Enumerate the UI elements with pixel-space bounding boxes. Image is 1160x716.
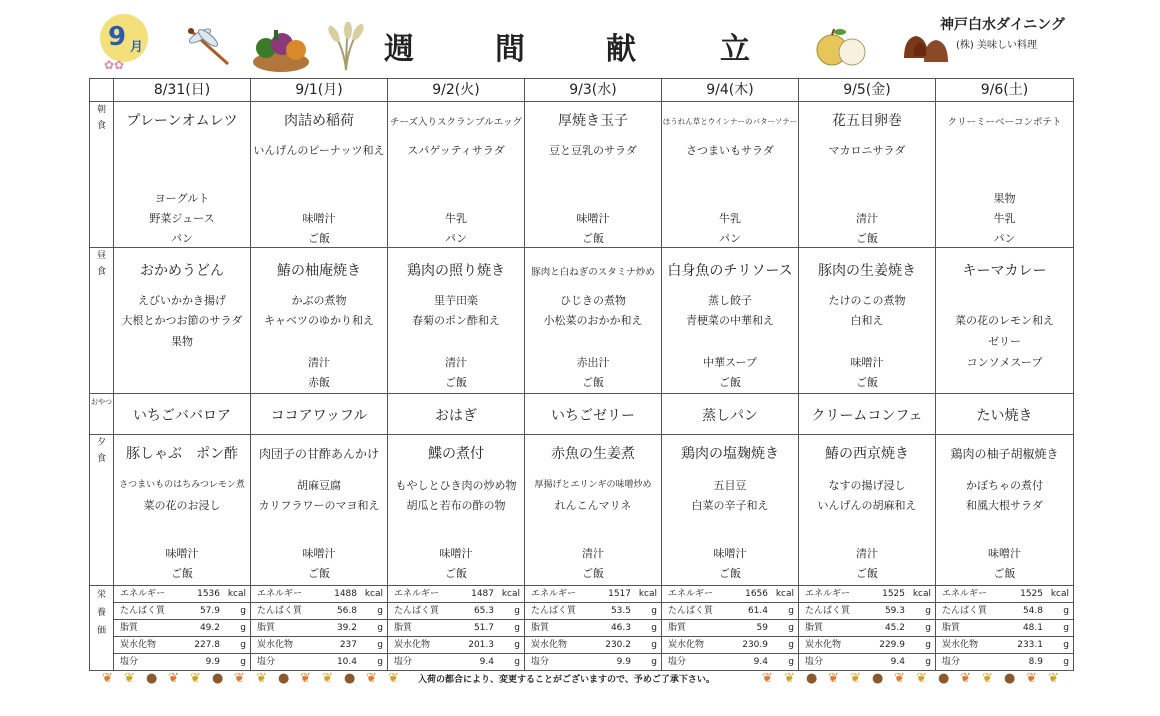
lunch-item: キャベツのゆかり和え [264, 314, 374, 327]
autumn-leaf-icon: ❦ [366, 671, 377, 686]
breakfast-item: 味噌汁 [302, 212, 336, 225]
breakfast-item: ご飯 [582, 232, 604, 245]
breakfast-item: マカロニサラダ [828, 144, 906, 157]
nutrition-cell [936, 586, 1074, 671]
nutrition-line: たんぱく質 53.5 g [525, 603, 661, 620]
breakfast-main: 厚焼き玉子 [558, 113, 628, 129]
breakfast-item: いんげんのピーナッツ和え [253, 144, 385, 157]
nutrition-line: 炭水化物 237 g [251, 637, 387, 654]
nutrition-line: 炭水化物 230.9 g [662, 637, 798, 654]
snack-cell [799, 394, 936, 435]
brand-sub: (株) 美味しい料理 [956, 40, 1037, 51]
autumn-leaf-icon: ❦ [916, 671, 927, 686]
month-unit: 月 [130, 40, 144, 55]
lunch-item: 菜の花のレモン和え [955, 314, 1054, 327]
autumn-leaf-icon: ❦ [168, 671, 179, 686]
nutrition-line: エネルギー 1525 kcal [936, 586, 1073, 603]
nutrition-cell [388, 586, 525, 671]
lunch-main: 豚肉と白ねぎのスタミナ炒め [531, 267, 655, 278]
autumn-leaf-icon: ❦ [102, 671, 113, 686]
nutrition-line: エネルギー 1536 kcal [114, 586, 250, 603]
date-header: 9/1(月) [251, 79, 388, 102]
dinner-item: 胡瓜と若布の酢の物 [406, 499, 506, 512]
brand-name: 神戸白水ダイニング [940, 17, 1065, 33]
snack-cell [388, 394, 525, 435]
date-header: 9/6(土) [936, 79, 1074, 102]
nutrition-line: 炭水化物 227.8 g [114, 637, 250, 654]
breakfast-item: パン [719, 232, 741, 245]
title-char-2: 間 [495, 32, 525, 67]
dinner-cell [525, 435, 662, 586]
autumn-leaf-icon: ❦ [784, 671, 795, 686]
dinner-item: 和風大根サラダ [966, 499, 1043, 512]
date-row [90, 79, 1074, 102]
dinner-item: 五目豆 [713, 479, 747, 492]
breakfast-cell [114, 102, 251, 248]
lunch-item: 果物 [171, 335, 193, 348]
breakfast-item: パン [171, 232, 193, 245]
autumn-leaf-icon: ❦ [960, 671, 971, 686]
nutrition-line: 塩分 9.4 g [668, 657, 794, 667]
menu-table [89, 78, 1074, 671]
acorn-icon: ● [344, 671, 356, 686]
nutrition-line: たんぱく質 65.3 g [388, 603, 524, 620]
breakfast-item: ご飯 [856, 232, 878, 245]
dinner-cell [936, 435, 1074, 586]
title-char-1: 週 [384, 32, 414, 67]
lunch-cell [388, 248, 525, 394]
autumn-leaf-icon: ❦ [982, 671, 993, 686]
autumn-leaf-icon: ❦ [234, 671, 245, 686]
breakfast-label: 朝 食 [90, 102, 114, 248]
nutrition-line: 脂質 46.3 g [525, 620, 661, 637]
snack-cell [936, 394, 1074, 435]
date-header: 9/2(火) [388, 79, 525, 102]
autumn-leaf-icon: ❦ [1026, 671, 1037, 686]
breakfast-item: 牛乳 [719, 212, 741, 225]
lunch-cell [799, 248, 936, 394]
snack-item: いちごババロア [133, 408, 231, 424]
dinner-item: れんこんマリネ [554, 499, 632, 512]
dinner-main: 豚しゃぶ ポン酢 [126, 446, 238, 462]
breakfast-item: さつまいもサラダ [686, 144, 774, 157]
autumn-leaf-icon: ❦ [388, 671, 399, 686]
nutrition-line: たんぱく質 54.8 g [936, 603, 1073, 620]
vegetable-basket-icon [250, 22, 312, 74]
autumn-leaf-icon: ❦ [762, 671, 773, 686]
breakfast-cell [525, 102, 662, 248]
autumn-leaf-icon: ❦ [190, 671, 201, 686]
breakfast-cell [936, 102, 1074, 248]
lunch-item: 小松菜のおかか和え [543, 314, 643, 327]
dinner-item: ご飯 [856, 567, 878, 580]
snack-cell [251, 394, 388, 435]
lunch-item: 大根とかつお節のサラダ [121, 314, 243, 327]
snack-item: いちごゼリー [551, 408, 635, 424]
snack-label: おやつ [90, 394, 114, 435]
lunch-main: 豚肉の生姜焼き [818, 263, 916, 279]
dinner-item: 白菜の辛子和え [691, 499, 769, 512]
snack-cell [114, 394, 251, 435]
dinner-main: 鶏肉の塩麹焼き [681, 446, 779, 462]
nutrition-label: 栄 養 価 [90, 586, 114, 671]
dinner-item: いんげんの胡麻和え [817, 499, 917, 512]
footer-note: 入荷の都合により、変更することがございますので、予めご了承下さい。 [418, 675, 715, 685]
nutrition-line: 炭水化物 229.9 g [799, 637, 935, 654]
title-char-4: 立 [720, 32, 750, 67]
lunch-item: ご飯 [719, 376, 741, 389]
pear-icon [812, 26, 868, 70]
lunch-main: 鰆の柚庵焼き [277, 263, 361, 279]
dinner-main: 肉団子の甘酢あんかけ [258, 447, 379, 461]
autumn-leaf-icon: ❦ [300, 671, 311, 686]
nutrition-line: 塩分 9.9 g [531, 657, 657, 667]
breakfast-main: 肉詰め稲荷 [284, 113, 354, 129]
header [0, 0, 1160, 78]
nutrition-line: 塩分 9.4 g [394, 657, 520, 667]
dinner-item: ご飯 [308, 567, 330, 580]
month-number: 9 [108, 22, 127, 52]
lunch-item: 里芋田楽 [434, 294, 478, 307]
dinner-item: ご飯 [993, 567, 1016, 580]
acorn-icon: ● [938, 671, 950, 686]
dinner-item: 清汁 [856, 547, 878, 560]
lunch-item: えびいかかき揚げ [138, 294, 226, 307]
snack-cell [525, 394, 662, 435]
nutrition-row [90, 586, 1074, 671]
dinner-row [90, 435, 1074, 586]
nutrition-line: 塩分 9.4 g [805, 657, 931, 667]
breakfast-item: 果物 [993, 192, 1016, 205]
dinner-item: 味噌汁 [302, 547, 336, 560]
nutrition-line: たんぱく質 56.8 g [251, 603, 387, 620]
breakfast-cell [251, 102, 388, 248]
footer [0, 668, 1160, 692]
snack-cell [662, 394, 799, 435]
nutrition-line: 炭水化物 233.1 g [936, 637, 1073, 654]
chestnut-icon [898, 28, 954, 68]
dinner-item: 味噌汁 [439, 547, 473, 560]
dinner-cell [799, 435, 936, 586]
month-badge [100, 14, 158, 72]
nutrition-cell [114, 586, 251, 671]
breakfast-item: 野菜ジュース [149, 212, 215, 225]
dinner-item: ご飯 [171, 567, 193, 580]
dinner-item: さつまいものはちみつレモン煮 [119, 480, 245, 490]
lunch-cell [525, 248, 662, 394]
acorn-icon: ● [872, 671, 884, 686]
lunch-item: 味噌汁 [850, 356, 884, 369]
breakfast-item: パン [993, 232, 1016, 245]
lunch-main: キーマカレー [962, 263, 1047, 279]
autumn-leaf-icon: ❦ [124, 671, 135, 686]
nutrition-line: エネルギー 1525 kcal [799, 586, 935, 603]
breakfast-item: ご飯 [308, 232, 330, 245]
autumn-leaf-icon: ❦ [322, 671, 333, 686]
dinner-item: ご飯 [582, 567, 604, 580]
breakfast-main: ほうれん草とウインナーのバターソテー [662, 117, 798, 126]
dinner-item: 味噌汁 [988, 547, 1021, 560]
lunch-item: かぶの煮物 [291, 294, 347, 307]
snack-item: クリームコンフェ [811, 408, 923, 424]
acorn-icon: ● [212, 671, 224, 686]
dinner-item: 厚揚げとエリンギの味噌炒め [534, 480, 652, 490]
nutrition-line: エネルギー 1517 kcal [525, 586, 661, 603]
dinner-item: もやしとひき肉の炒め物 [395, 479, 517, 492]
dinner-cell [388, 435, 525, 586]
autumn-leaf-icon: ❦ [894, 671, 905, 686]
lunch-main: 白身魚のチリソース [667, 263, 793, 279]
dinner-item: 胡麻豆腐 [297, 479, 341, 492]
lunch-row [90, 248, 1074, 394]
snack-item: 蒸しパン [702, 408, 758, 424]
autumn-leaf-icon: ❦ [850, 671, 861, 686]
lunch-main: 鶏肉の照り焼き [407, 263, 505, 279]
breakfast-item: パン [445, 232, 467, 245]
breakfast-item: 牛乳 [445, 212, 467, 225]
acorn-icon: ● [146, 671, 158, 686]
breakfast-cell [799, 102, 936, 248]
breakfast-item: 豆と豆乳のサラダ [549, 144, 637, 157]
dinner-item: カリフラワーのマヨ和え [258, 499, 380, 512]
nutrition-line: 脂質 49.2 g [114, 620, 250, 637]
dinner-cell [251, 435, 388, 586]
lunch-item: 赤出汁 [576, 356, 610, 369]
breakfast-main: 花五目卵巻 [832, 113, 902, 129]
dinner-main: 鶏肉の柚子胡椒焼き [950, 447, 1059, 461]
nutrition-line: 脂質 39.2 g [251, 620, 387, 637]
breakfast-main: クリーミーベーコンポテト [947, 117, 1062, 128]
nutrition-line: たんぱく質 59.3 g [799, 603, 935, 620]
acorn-icon: ● [1004, 671, 1016, 686]
nutrition-cell [662, 586, 799, 671]
lunch-item: ご飯 [856, 376, 878, 389]
nutrition-line: 脂質 48.1 g [936, 620, 1073, 637]
nutrition-line: エネルギー 1488 kcal [251, 586, 387, 603]
lunch-label: 昼 食 [90, 248, 114, 394]
nutrition-line: たんぱく質 61.4 g [662, 603, 798, 620]
lunch-item: 蒸し餃子 [708, 294, 752, 307]
title-char-3: 献 [606, 32, 636, 67]
acorn-icon: ● [806, 671, 818, 686]
lunch-item: 春菊のポン酢和え [412, 314, 500, 327]
nutrition-line: 脂質 51.7 g [388, 620, 524, 637]
nutrition-line: たんぱく質 57.9 g [114, 603, 250, 620]
date-header: 8/31(日) [114, 79, 251, 102]
snack-item: たい焼き [976, 408, 1033, 424]
nutrition-line: エネルギー 1656 kcal [662, 586, 798, 603]
lunch-main: おかめうどん [140, 263, 224, 279]
date-header: 9/5(金) [799, 79, 936, 102]
lunch-cell [936, 248, 1074, 394]
breakfast-item: 清汁 [856, 212, 878, 225]
lunch-item: コンソメスープ [966, 356, 1043, 369]
date-header: 9/4(木) [662, 79, 799, 102]
nutrition-line: 塩分 10.4 g [257, 657, 383, 667]
snack-item: ココアワッフル [270, 408, 368, 424]
acorn-icon: ● [278, 671, 290, 686]
nutrition-line: 塩分 9.9 g [120, 657, 246, 667]
dinner-item: ご飯 [445, 567, 467, 580]
breakfast-main: チーズ入りスクランブルエッグ [390, 117, 522, 128]
snack-row [90, 394, 1074, 435]
flower-icon: ✿✿ [104, 58, 125, 72]
dinner-item: 味噌汁 [713, 547, 747, 560]
dinner-item: ご飯 [719, 567, 741, 580]
breakfast-item: スパゲッティサラダ [407, 144, 505, 157]
dragonfly-icon [184, 26, 234, 68]
dinner-main: 赤魚の生姜煮 [551, 446, 635, 462]
date-header: 9/3(水) [525, 79, 662, 102]
nutrition-cell [799, 586, 936, 671]
breakfast-cell [388, 102, 525, 248]
nutrition-line: エネルギー 1487 kcal [388, 586, 524, 603]
dinner-main: 鰆の西京焼き [825, 446, 909, 462]
breakfast-item: 牛乳 [993, 212, 1016, 225]
breakfast-item: ヨーグルト [154, 192, 210, 205]
snack-item: おはぎ [435, 408, 477, 424]
nutrition-line: 炭水化物 201.3 g [388, 637, 524, 654]
lunch-item: 白和え [850, 314, 884, 327]
lunch-item: 青梗菜の中華和え [686, 314, 774, 327]
lunch-cell [114, 248, 251, 394]
dinner-item: かぼちゃの煮付 [966, 479, 1043, 492]
lunch-cell [251, 248, 388, 394]
lunch-item: ひじきの煮物 [560, 294, 626, 307]
dinner-item: 清汁 [582, 547, 604, 560]
dinner-cell [114, 435, 251, 586]
autumn-leaf-icon: ❦ [256, 671, 267, 686]
lunch-item: ご飯 [582, 376, 604, 389]
autumn-leaf-icon: ❦ [1048, 671, 1059, 686]
nutrition-cell [525, 586, 662, 671]
autumn-leaf-icon: ❦ [828, 671, 839, 686]
breakfast-main: プレーンオムレツ [126, 113, 238, 129]
dinner-item: 味噌汁 [165, 547, 199, 560]
pampas-grass-icon [322, 22, 370, 72]
nutrition-line: 塩分 8.9 g [942, 657, 1069, 667]
lunch-item: 清汁 [445, 356, 467, 369]
nutrition-line: 脂質 45.2 g [799, 620, 935, 637]
nutrition-line: 脂質 59 g [662, 620, 798, 637]
lunch-item: ご飯 [445, 376, 467, 389]
breakfast-row [90, 102, 1074, 248]
lunch-item: たけのこの煮物 [828, 294, 906, 307]
breakfast-item: 味噌汁 [576, 212, 610, 225]
nutrition-cell [251, 586, 388, 671]
dinner-item: 菜の花のお浸し [143, 499, 221, 512]
lunch-item: 中華スープ [703, 356, 757, 369]
lunch-item: 清汁 [308, 356, 330, 369]
dinner-cell [662, 435, 799, 586]
dinner-item: なすの揚げ浸し [828, 479, 906, 492]
lunch-cell [662, 248, 799, 394]
nutrition-line: 炭水化物 230.2 g [525, 637, 661, 654]
breakfast-cell [662, 102, 799, 248]
corner-cell [90, 79, 114, 102]
lunch-item: 赤飯 [308, 376, 330, 389]
dinner-label: 夕 食 [90, 435, 114, 586]
lunch-item: ゼリー [988, 335, 1021, 348]
dinner-main: 鰈の煮付 [428, 446, 484, 462]
